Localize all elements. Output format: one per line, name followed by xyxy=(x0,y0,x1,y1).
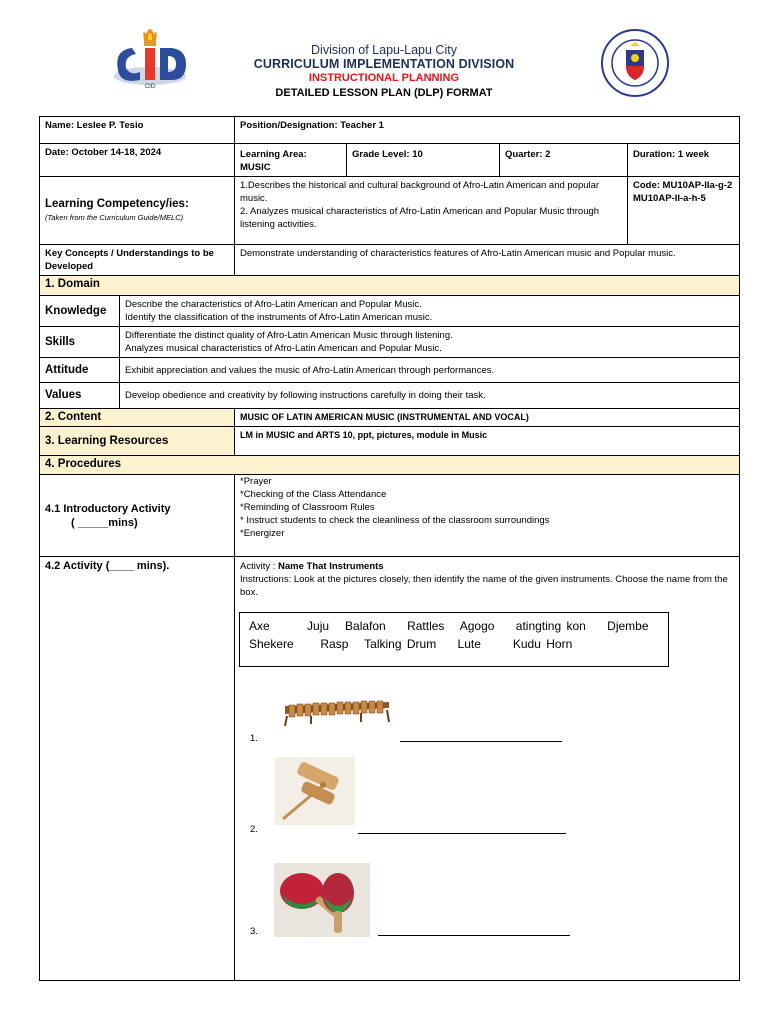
attitude-label: Attitude xyxy=(40,358,120,383)
item-number-1: 1. xyxy=(250,733,258,744)
competency-items xyxy=(235,177,628,245)
name-row xyxy=(40,117,740,144)
choices-line-2: Shekere Rasp Talking Drum Lute Kudu Horn xyxy=(249,637,573,651)
competency-item-2: 2. Analyzes musical characteristics of Afro-Latin American and Popular Music through listening activities. xyxy=(240,206,600,230)
instrument-choices-box xyxy=(239,612,669,667)
competency-code-value: MU10AP-II-a-h-5 xyxy=(633,193,706,204)
lesson-plan-table xyxy=(39,116,740,981)
knowledge-item-1: Describe the characteristics of Afro-Latin American and Popular Music. xyxy=(125,299,422,310)
balafon-image-icon xyxy=(281,696,393,728)
intro-item: *Energizer xyxy=(240,528,285,539)
intro-item: *Reminding of Classroom Rules xyxy=(240,502,375,513)
activity-label: 4.2 Activity (____ mins). xyxy=(40,557,235,981)
knowledge-item-2: Identify the classification of the instruments of Afro-Latin American music. xyxy=(125,312,433,323)
knowledge-label: Knowledge xyxy=(40,296,120,327)
lesson-date: Date: October 14-18, 2024 xyxy=(40,144,235,177)
duration: Duration: 1 week xyxy=(628,144,740,177)
competency-label-cell xyxy=(40,177,235,245)
skills-item-1: Differentiate the distinct quality of Afro-Latin American Music through listening. xyxy=(125,330,453,341)
competency-code-label: Code: MU10AP-IIa-g-2 xyxy=(633,180,733,191)
resources-row xyxy=(40,427,740,456)
competency-code xyxy=(628,177,740,245)
attitude-row xyxy=(40,358,740,383)
unit-name: CURRICULUM IMPLEMENTATION DIVISION xyxy=(253,57,515,71)
knowledge-value xyxy=(120,296,740,327)
resources-title: 3. Learning Resources xyxy=(40,427,235,456)
wood-block-image-icon xyxy=(275,757,355,825)
skills-label: Skills xyxy=(40,327,120,358)
item-number-3: 3. xyxy=(250,926,258,937)
quarter: Quarter: 2 xyxy=(500,144,628,177)
intro-label-cell xyxy=(40,475,235,557)
answer-blank-1[interactable] xyxy=(400,741,562,742)
learning-area xyxy=(235,144,347,177)
domain-row xyxy=(40,276,740,296)
date-row xyxy=(40,144,740,177)
competency-row xyxy=(40,177,740,245)
teacher-position: Position/Designation: Teacher 1 xyxy=(235,117,740,144)
values-value: Develop obedience and creativity by following instructions carefully in doing their task. xyxy=(120,383,740,409)
attitude-value: Exhibit appreciation and values the music of Afro-Latin American through performances. xyxy=(120,358,740,383)
competency-sublabel: (Taken from the Curriculum Guide/MELC) xyxy=(45,213,184,222)
intro-items xyxy=(235,475,740,557)
learning-area-label: Learning Area: xyxy=(240,149,307,160)
key-concepts-value: Demonstrate understanding of characteristics features of Afro-Latin American music and Popular music. xyxy=(235,245,740,276)
skills-row xyxy=(40,327,740,358)
procedures-title: 4. Procedures xyxy=(40,456,740,475)
activity-title xyxy=(240,560,734,573)
intro-label: 4.1 Introductory Activity xyxy=(45,502,171,515)
skills-item-2: Analyzes musical characteristics of Afro-Latin American and Popular Music. xyxy=(125,343,442,354)
skills-value xyxy=(120,327,740,358)
learning-area-value: MUSIC xyxy=(240,162,271,173)
activity-instructions: Instructions: Look at the pictures closely, then identify the name of the given instruments. Choose the name from the box. xyxy=(240,574,728,598)
content-row xyxy=(40,409,740,427)
values-label: Values xyxy=(40,383,120,409)
grade-level: Grade Level: 10 xyxy=(347,144,500,177)
procedures-row xyxy=(40,456,740,475)
competency-item-1: 1.Describes the historical and cultural background of Afro-Latin American and popular music. xyxy=(240,180,600,204)
content-value: MUSIC OF LATIN AMERICAN MUSIC (INSTRUMENTAL AND VOCAL) xyxy=(235,409,740,427)
planning-title: INSTRUCTIONAL PLANNING xyxy=(308,72,460,84)
domain-title: 1. Domain xyxy=(40,276,740,296)
choices-line-1: Axe Juju Balafon Rattles Agogo atingting kon Djembe xyxy=(249,619,649,633)
resources-value: LM in MUSIC and ARTS 10, ppt, pictures, module in Music xyxy=(235,427,740,456)
intro-item: *Prayer xyxy=(240,476,272,487)
format-title: DETAILED LESSON PLAN (DLP) FORMAT xyxy=(275,87,493,99)
answer-blank-2[interactable] xyxy=(358,833,566,834)
values-row xyxy=(40,383,740,409)
key-concepts-label: Key Concepts / Understandings to be Developed xyxy=(40,245,235,276)
activity-name: Name That Instruments xyxy=(278,561,384,572)
intro-item: * Instruct students to check the cleanliness of the classroom surroundings xyxy=(240,515,550,526)
competency-label: Learning Competency/ies: xyxy=(45,198,189,210)
maracas-image-icon xyxy=(274,863,370,937)
content-title: 2. Content xyxy=(40,409,235,427)
intro-item: *Checking of the Class Attendance xyxy=(240,489,387,500)
item-number-2: 2. xyxy=(250,824,258,835)
teacher-name: Name: Leslee P. Tesio xyxy=(40,117,235,144)
intro-row xyxy=(40,475,740,557)
activity-prefix: Activity : xyxy=(240,561,279,572)
knowledge-row xyxy=(40,296,740,327)
cid-logo-text: CID xyxy=(144,84,156,90)
answer-blank-3[interactable] xyxy=(378,935,570,936)
intro-mins: ( _____mins) xyxy=(71,516,138,529)
key-concepts-row xyxy=(40,245,740,276)
division-name: Division of Lapu-Lapu City xyxy=(311,43,457,57)
